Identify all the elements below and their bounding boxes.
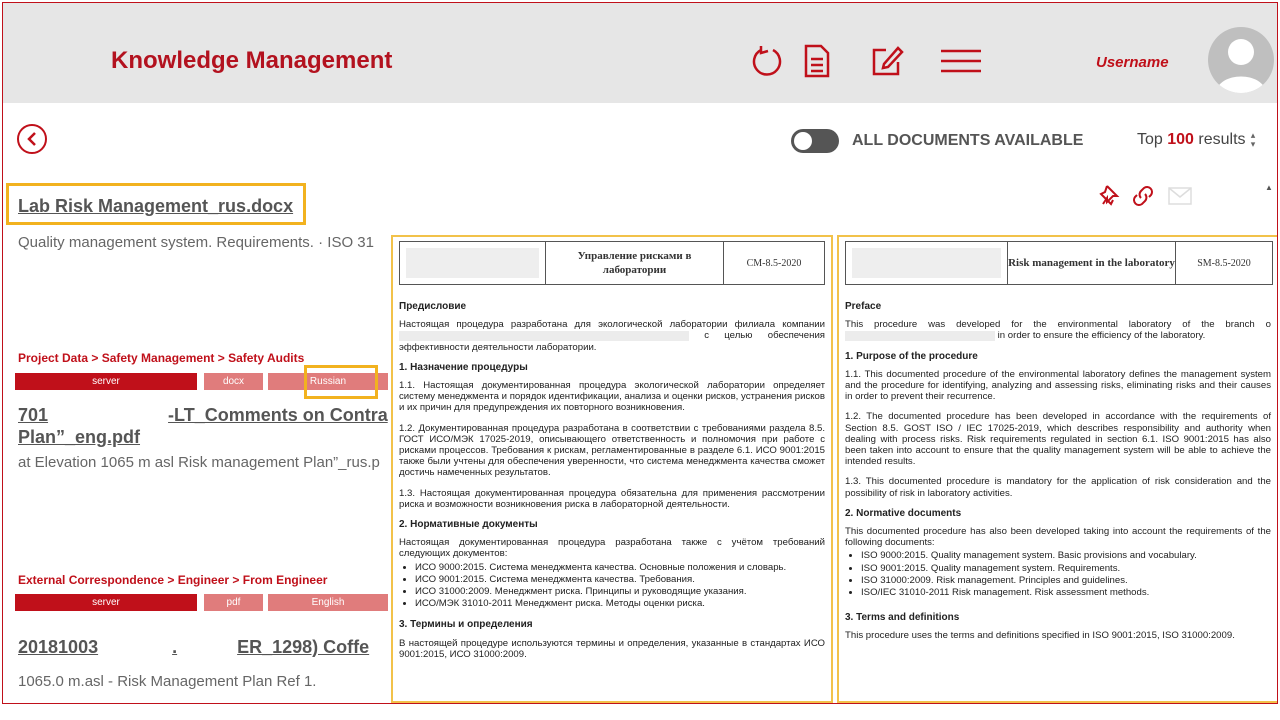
doc-body (845, 297, 1271, 651)
doc-header-table (399, 241, 825, 285)
username-label[interactable]: Username (1096, 54, 1169, 71)
result-snippet: Quality management system. Requirements. · ISO 31 (18, 234, 374, 251)
list-item: • ИСО 9001:2015. Система менеджмента качества. Требования. (415, 574, 825, 585)
doc-body (399, 297, 825, 669)
doc-list (861, 550, 1271, 598)
menu-icon[interactable] (937, 39, 985, 83)
toggle-label: ALL DOCUMENTS AVAILABLE (852, 132, 1084, 149)
list-item: • ISO 9001:2015. Quality management system. Requirements. (861, 563, 1271, 574)
app-title: Knowledge Management (111, 47, 393, 74)
doc-header-code: SM-8.5-2020 (1197, 257, 1251, 269)
doc-heading: 1. Purpose of the procedure (845, 350, 978, 362)
list-item: • ISO/IEC 31010-2011 Risk management. Risk assessment methods. (861, 587, 1271, 598)
redacted-logo (406, 248, 539, 278)
doc-paragraph: 1.1. This documented procedure of the environmental laboratory defines the management system and the procedure for identifying, analyzing and assessing risks, eliminating risks and their causes in order to prevent their recurrence. (845, 368, 1271, 403)
tag-location[interactable]: server (15, 373, 197, 390)
app-window (2, 2, 1278, 704)
result-snippet: 1065.0 m.asl - Risk Management Plan Ref 1. (18, 673, 317, 690)
doc-header-table (845, 241, 1273, 285)
doc-heading: 3. Terms and definitions (845, 612, 960, 624)
result-title[interactable]: Lab Risk Management_rus.docx (18, 196, 294, 216)
highlight-box (304, 365, 378, 399)
all-documents-toggle[interactable] (791, 129, 839, 153)
refresh-icon[interactable] (747, 39, 787, 83)
result-actions (1098, 181, 1258, 211)
doc-list (415, 562, 825, 610)
mail-icon[interactable] (1168, 187, 1192, 205)
list-item: • ISO 9000:2015. Quality management system. Basic provisions and vocabulary. (861, 550, 1271, 561)
doc-header-code: СМ-8.5-2020 (746, 257, 802, 269)
app-header (3, 3, 1277, 103)
doc-paragraph: 1.1. Настоящая документированная процедура экологической лаборатории определяет систему менеджмента и порядок идентификации, анализа и оценки рисков, устранения рисков и их причин для предупреждения их повторного возникновения. (399, 380, 825, 414)
doc-paragraph: This procedure was developed for the environmental laboratory of the branch o in order to ensure the efficiency of the laboratory. (845, 319, 1271, 342)
list-item: • ИСО/МЭК 31010-2011 Менеджмент риска. Методы оценки риска. (415, 598, 825, 609)
doc-paragraph: В настоящей процедуре используются термины и определения, указанные в стандартах ИСО 9001:2015, ИСО 31000:2009. (399, 637, 825, 660)
document-preview-russian (391, 235, 833, 703)
edit-icon[interactable] (867, 39, 907, 83)
tag-language[interactable]: English (268, 594, 388, 611)
doc-header-title: Risk management in the laboratory (1008, 242, 1176, 284)
tag-language[interactable]: Russian (268, 373, 388, 390)
pin-icon[interactable] (1098, 183, 1124, 209)
doc-heading: 3. Термины и определения (399, 619, 533, 631)
doc-paragraph: 1.2. Документированная процедура разработана в соответствии с требованиями раздела 8.5. ГОСТ ИСО/МЭК 17025-2019, описывающего ответственность и полномочия при работе с рисками процессов. Требования к рискам, регламентированные в разделе 6.1. ИСО 9001:2015 также были учтены для обеспечения уверенности, что система менеджмента качества сможет достичь намеченных результатов. (399, 422, 825, 479)
doc-heading: 1. Назначение процедуры (399, 361, 528, 373)
tag-location[interactable]: server (15, 594, 197, 611)
document-preview-english (837, 235, 1278, 703)
doc-paragraph: 1.3. This documented procedure is mandatory for the application of risk consideration and the possibility of risk in laboratory activities. (845, 476, 1271, 499)
doc-paragraph: Настоящая процедура разработана для экологической лаборатории филиала компании с целью обеспечения эффективности деятельности лаборатории. (399, 319, 825, 353)
list-item: • ИСО 31000:2009. Менеджмент риска. Принципы и руководящие указания. (415, 586, 825, 597)
list-item: • ISO 31000:2009. Risk management. Principles and guidelines. (861, 575, 1271, 586)
top-results-count[interactable]: 100 (1167, 131, 1194, 148)
doc-heading: 2. Нормативные документы (399, 519, 538, 531)
result-snippet: at Elevation 1065 m asl Risk management Plan”_rus.p (18, 454, 380, 471)
doc-paragraph: 1.2. The documented procedure has been developed in accordance with the requirements of Section 8.5. GOST ISO / IEC 17025-2019, which describes responsibility and authority when dealing with process risks. Risk requirements regulated in section 6.1. ISO 9001:2015 has also been taken into account to ensure that the quality management system will be able to achieve the intended results. (845, 411, 1271, 468)
doc-heading: Предисловие (399, 301, 467, 312)
back-button[interactable] (17, 124, 47, 154)
redacted-logo (852, 248, 1001, 278)
link-icon[interactable] (1130, 183, 1156, 209)
result-breadcrumb: Project Data > Safety Management > Safety Audits (18, 351, 305, 365)
results-stepper[interactable]: ▴ ▾ (1250, 130, 1256, 149)
tag-filetype[interactable]: docx (204, 373, 263, 390)
result-breadcrumb: External Correspondence > Engineer > From Engineer (18, 573, 328, 587)
doc-header-title: Управление рисками в лаборатории (546, 242, 724, 284)
doc-heading: 2. Normative documents (845, 507, 962, 519)
doc-paragraph: This documented procedure has also been developed taking into account the requirements of the following documents: (845, 526, 1271, 549)
doc-paragraph: Настоящая документированная процедура разработана также с учётом требований следующих документов: (399, 537, 825, 560)
chevron-left-icon (25, 131, 39, 147)
list-item: • ИСО 9000:2015. Система менеджмента качества. Основные положения и словарь. (415, 562, 825, 573)
top-results-selector[interactable]: Top 100 results (1137, 131, 1246, 148)
doc-heading: Preface (845, 301, 882, 312)
doc-paragraph: This procedure uses the terms and definitions specified in ISO 9001:2015, ISO 31000:2009. (845, 630, 1235, 642)
result-title[interactable]: 701 -LT_Comments on Contra (18, 405, 388, 425)
highlight-box (6, 183, 306, 225)
tag-filetype[interactable]: pdf (204, 594, 263, 611)
scrollbar-up-arrow[interactable]: ▲ (1265, 183, 1273, 192)
doc-paragraph: 1.3. Настоящая документированная процедура обязательна для применения рассмотрении риска и возможности возникновения риска в лабораторной деятельности. (399, 487, 825, 510)
document-icon[interactable] (797, 39, 837, 83)
result-title-line2[interactable]: Plan”_eng.pdf (18, 427, 141, 447)
avatar[interactable] (1208, 27, 1274, 93)
result-title[interactable]: 20181003 . ER_1298) Coffe (18, 637, 370, 657)
